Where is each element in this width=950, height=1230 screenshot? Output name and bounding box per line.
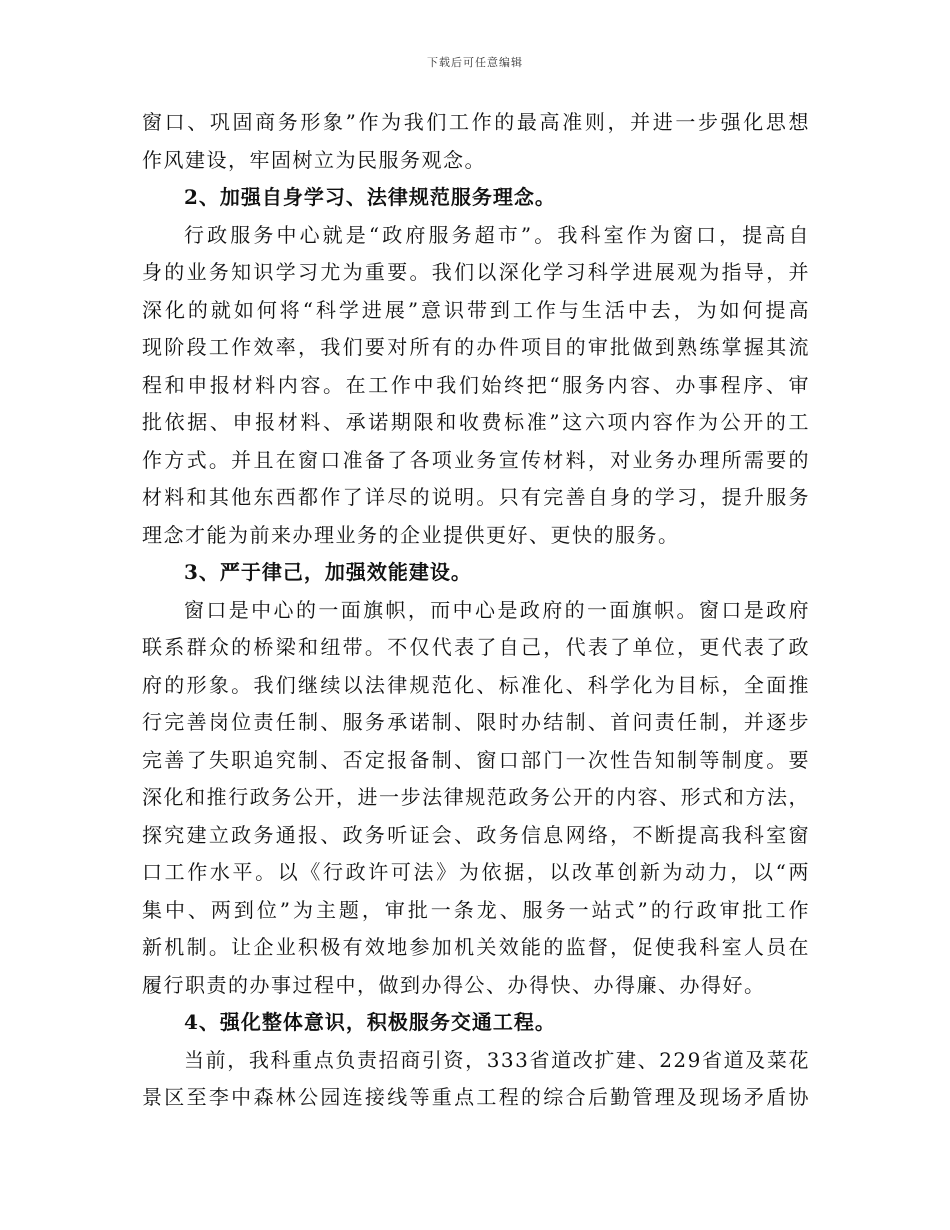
- page-header: 下载后可任意编辑: [427, 56, 523, 69]
- text-line: 新机制。让企业积极有效地参加机关效能的监督，促使我科室人员在: [142, 935, 810, 959]
- text-line: 深化和推行政务公开，进一步法律规范政务公开的内容、形式和方法，: [142, 785, 810, 809]
- text-line: 联系群众的桥梁和纽带。不仅代表了自己，代表了单位，更代表了政: [142, 635, 810, 659]
- paragraph-first-line: 行政服务中心就是“政府服务超市”。我科室作为窗口，提高自: [184, 222, 810, 247]
- text-line: 完善了失职追究制、否定报备制、窗口部门一次性告知制等制度。要: [142, 747, 810, 772]
- text-line: 程和申报材料内容。在工作中我们始终把“服务内容、办事程序、审: [142, 372, 810, 397]
- paragraph-first-line: 窗口是中心的一面旗帜，而中心是政府的一面旗帜。窗口是政府: [184, 597, 810, 622]
- text-line: 景区至李中森林公园连接线等重点工程的综合后勤管理及现场矛盾协: [142, 1085, 810, 1109]
- text-line: 集中、两到位”为主题，审批一条龙、服务一站式”的行政审批工作: [142, 897, 810, 922]
- paragraph-first-line: 当前，我科重点负责招商引资，333省道改扩建、229省道及菜花: [184, 1047, 810, 1072]
- text-line: 作方式。并且在窗口准备了各项业务宣传材料，对业务办理所需要的: [142, 447, 810, 472]
- section-heading: 3、严于律己，加强效能建设。: [184, 560, 472, 584]
- text-line: 理念才能为前来办理业务的企业提供更好、更快的服务。: [142, 522, 680, 547]
- text-line: 现阶段工作效率，我们要对所有的办件项目的审批做到熟练掌握其流: [142, 335, 810, 359]
- text-line: 批依据、申报材料、承诺期限和收费标准”这六项内容作为公开的工: [142, 410, 810, 434]
- text-line: 履行职责的办事过程中，做到办得公、办得快、办得廉、办得好。: [142, 972, 766, 997]
- section-heading: 4、强化整体意识，积极服务交通工程。: [184, 1010, 556, 1034]
- document-body: [142, 104, 810, 1117]
- text-line: 材料和其他东西都作了详尽的说明。只有完善自身的学习，提升服务: [142, 485, 810, 509]
- section-heading: 2、加强自身学习、法律规范服务理念。: [184, 185, 556, 209]
- text-line: 深化的就如何将“科学进展”意识带到工作与生活中去，为如何提高: [142, 297, 810, 322]
- text-line: 行完善岗位责任制、服务承诺制、限时办结制、首问责任制，并逐步: [142, 710, 810, 734]
- text-line: 口工作水平。以《行政许可法》为依据，以改革创新为动力，以“两: [142, 860, 810, 884]
- text-line: 探究建立政务通报、政务听证会、政务信息网络，不断提高我科室窗: [142, 822, 810, 847]
- text-line: 身的业务知识学习尤为重要。我们以深化学习科学进展观为指导，并: [142, 260, 810, 284]
- text-line: 府的形象。我们继续以法律规范化、标准化、科学化为目标，全面推: [142, 672, 810, 697]
- text-line: 窗口、巩固商务形象”作为我们工作的最高准则，并进一步强化思想: [142, 110, 810, 134]
- text-line: 作风建设，牢固树立为民服务观念。: [142, 147, 486, 172]
